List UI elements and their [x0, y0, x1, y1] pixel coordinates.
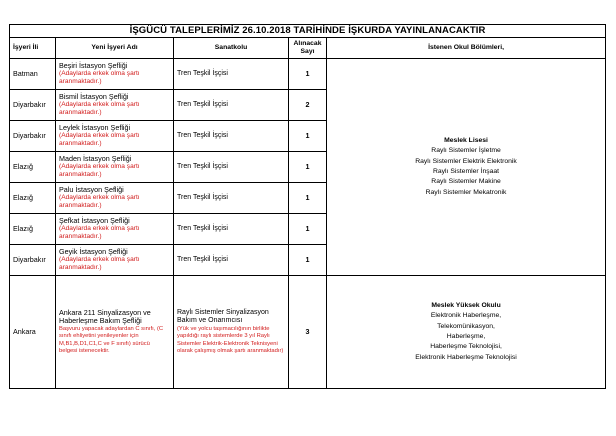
- table-row-ankara: [10, 276, 606, 389]
- header-okul: İstenen Okul Bölümleri,: [327, 38, 606, 59]
- row-sayi: 1: [289, 152, 327, 183]
- table-row: [10, 59, 606, 90]
- row-sayi: 1: [289, 121, 327, 152]
- row-sanat: Tren Teşkil İşçisi: [174, 59, 289, 90]
- meslek-lisesi-cell: Meslek Lisesi Raylı Sistemler İşletme Raylı Sistemler Elektrik Elektronik Raylı Sistemler İnşaat Raylı Sistemler Makine Raylı Sistemler Mekatronik: [327, 59, 606, 276]
- row-adi: Leylek İstasyon Şefliği (Adaylarda erkek olma şartı aranmaktadır.): [56, 121, 174, 152]
- row-sayi: 1: [289, 59, 327, 90]
- job-openings-table: [9, 24, 606, 389]
- row-sayi: 2: [289, 90, 327, 121]
- header-sayi: Alınacak Sayı: [289, 38, 327, 59]
- row-adi: Geyik İstasyon Şefliği (Adaylarda erkek olma şartı aranmaktadır.): [56, 245, 174, 276]
- row-adi: Bismil İstasyon Şefliği (Adaylarda erkek olma şartı aranmaktadır.): [56, 90, 174, 121]
- header-row: [10, 38, 606, 59]
- row-il: Elazığ: [10, 183, 56, 214]
- row-sanat: Tren Teşkil İşçisi: [174, 183, 289, 214]
- row-il: Diyarbakır: [10, 90, 56, 121]
- row-il: Diyarbakır: [10, 121, 56, 152]
- row-il: Elazığ: [10, 214, 56, 245]
- row-sanat: Tren Teşkil İşçisi: [174, 245, 289, 276]
- row-il: Elazığ: [10, 152, 56, 183]
- row-adi: Şefkat İstasyon Şefliği (Adaylarda erkek olma şartı aranmaktadır.): [56, 214, 174, 245]
- row-sanat: Raylı Sistemler Sinyalizasyon Bakım ve Onarımcısı (Yük ve yolcu taşımacılığının birlikte yapıldığı raylı sistemlerde 3 yıl Raylı Sistemler Elektrik-Elektronik Teknisyeni olarak çalışmış olmak şartı aranmaktadır): [174, 276, 289, 389]
- row-sayi: 1: [289, 245, 327, 276]
- row-adi: Ankara 211 Sinyalizasyon ve Haberleşme Bakım Şefliği Başvuru yapacak adaylardan C sınıfı, (C sınıfı ehliyetini yenileyenler için M,B1,B,D1,C1,C ve F sınıfı) sürücü belgesi istenecektir.: [56, 276, 174, 389]
- row-sayi: 3: [289, 276, 327, 389]
- row-il: Ankara: [10, 276, 56, 389]
- table-title: İŞGÜCÜ TALEPLERİMİZ 26.10.2018 TARİHİNDE İŞKURDA YAYINLANACAKTIR: [10, 25, 606, 38]
- row-il: Batman: [10, 59, 56, 90]
- header-il: İşyeri İli: [10, 38, 56, 59]
- row-adi: Palu İstasyon Şefliği (Adaylarda erkek olma şartı aranmaktadır.): [56, 183, 174, 214]
- row-il: Diyarbakır: [10, 245, 56, 276]
- row-sanat: Tren Teşkil İşçisi: [174, 121, 289, 152]
- meslek-yuksek-okulu-cell: Meslek Yüksek Okulu Elektronik Haberleşme, Telekomünikasyon, Haberleşme, Haberleşme Teknolojisi, Elektronik Haberleşme Teknolojisi: [327, 276, 606, 389]
- row-sanat: Tren Teşkil İşçisi: [174, 90, 289, 121]
- row-sanat: Tren Teşkil İşçisi: [174, 152, 289, 183]
- row-sanat: Tren Teşkil İşçisi: [174, 214, 289, 245]
- header-adi: Yeni İşyeri Adı: [56, 38, 174, 59]
- row-sayi: 1: [289, 183, 327, 214]
- header-sanat: Sanatkolu: [174, 38, 289, 59]
- row-adi: Maden İstasyon Şefliği (Adaylarda erkek olma şartı aranmaktadır.): [56, 152, 174, 183]
- row-adi: Beşiri İstasyon Şefliği (Adaylarda erkek olma şartı aranmaktadır.): [56, 59, 174, 90]
- row-sayi: 1: [289, 214, 327, 245]
